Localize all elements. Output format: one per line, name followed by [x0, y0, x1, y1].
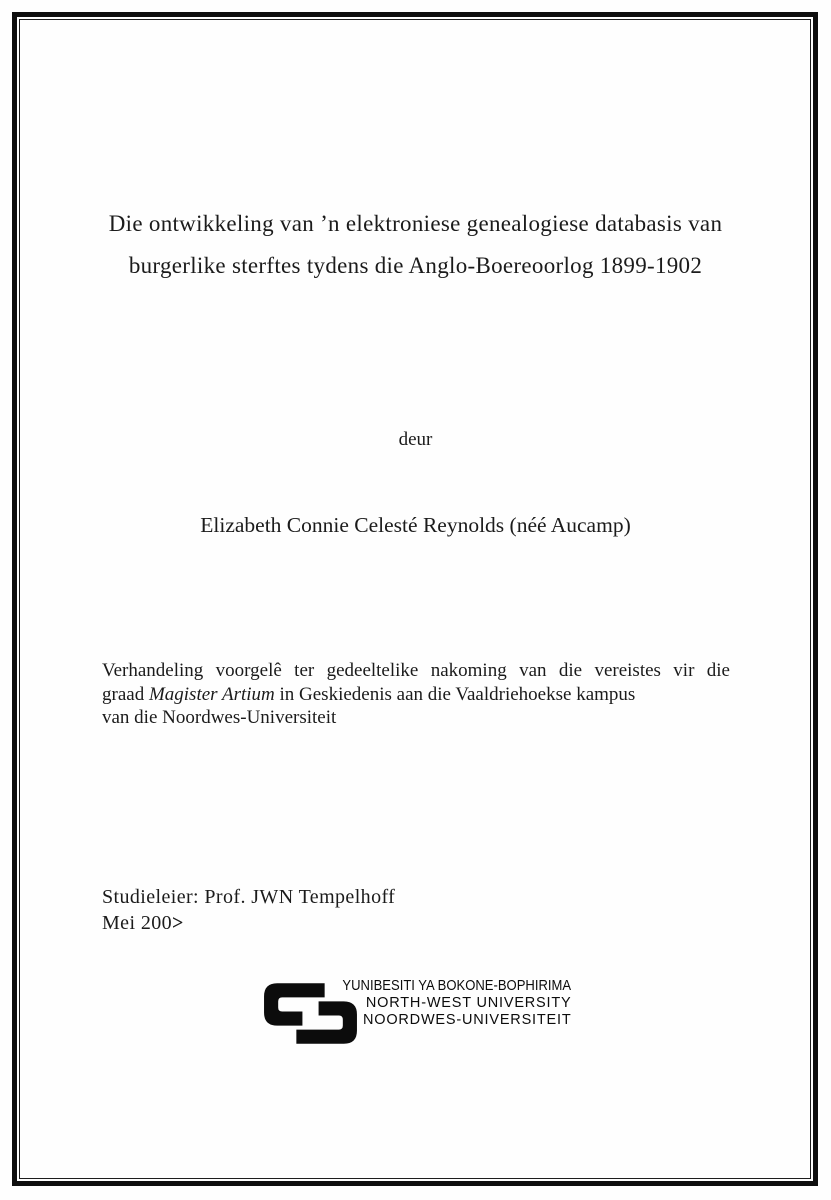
degree-statement-line-3: van die Noordwes-Universiteit [102, 707, 337, 728]
degree-statement-line-2 [102, 683, 730, 707]
logo-text-setswana: YUNIBESITI YA BOKONE-BOPHIRIMA [342, 978, 572, 994]
degree-name-italic: Magister Artium [148, 683, 275, 705]
byline-label: deur [398, 429, 433, 450]
supervisor-and-date [102, 884, 395, 936]
thesis-title-line-1: Die ontwikkeling van ’n elektroniese genealogiese databasis van [108, 211, 723, 236]
date-prefix: Mei 200 [102, 912, 173, 934]
supervisor-line: Studieleier: Prof. JWN Tempelhoff [102, 886, 396, 908]
author-name: Elizabeth Connie Celesté Reynolds (néé Aucamp) [200, 513, 631, 537]
degree-statement-line-2-post: in Geskiedenis aan die Vaaldriehoekse kampus [274, 683, 636, 705]
logo-text-english: NORTH-WEST UNIVERSITY [365, 995, 572, 1011]
degree-statement-line-1: Verhandeling voorgelê ter gedeeltelike nakoming van die vereistes vir die [102, 660, 730, 681]
degree-statement-line-2-pre: graad [102, 683, 149, 705]
university-logo [260, 974, 572, 1056]
date-final-glyph: > [172, 911, 184, 935]
logo-text-afrikaans: NOORDWES-UNIVERSITEIT [362, 1012, 572, 1028]
thesis-title [55, 203, 776, 287]
degree-statement [102, 659, 730, 730]
date-line [102, 910, 395, 936]
thesis-title-line-2: burgerlike sterftes tydens die Anglo-Boereoorlog 1899-1902 [128, 253, 703, 278]
